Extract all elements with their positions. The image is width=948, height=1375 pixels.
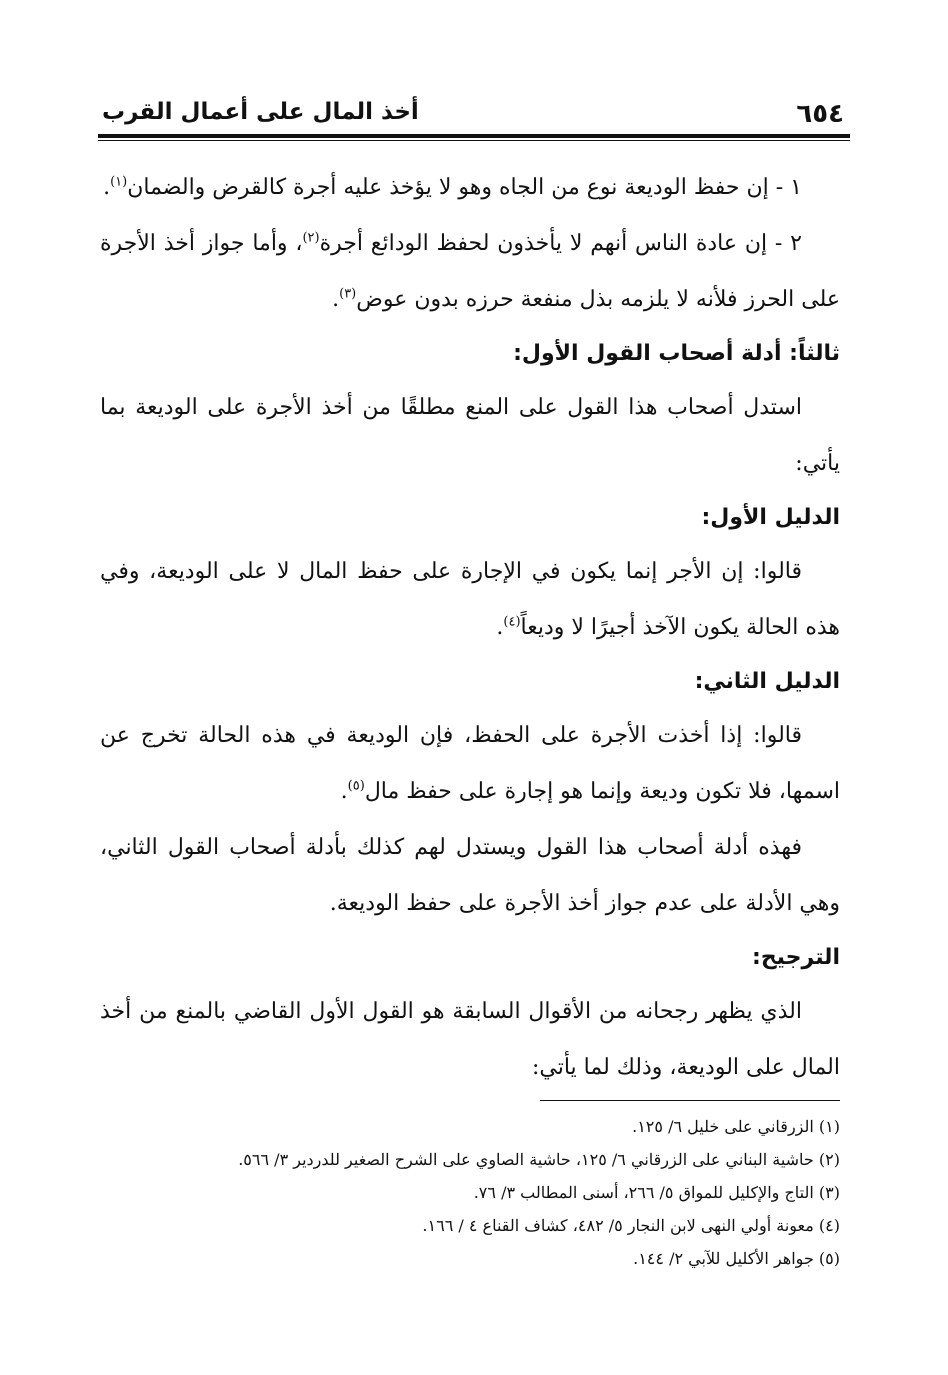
footnotes <box>120 1110 840 1275</box>
paragraph-first-evidence: قالوا: إن الأجر إنما يكون في الإجارة على حفظ المال لا على الوديعة، وفي هذه الحالة يكون الآخذ أجيرًا لا وديعاً$^{(٤)}$. <box>100 559 840 640</box>
paragraph-second-evidence: قالوا: إذا أخذت الأجرة على الحفظ، فإن الوديعة في هذه الحالة تخرج عن اسمها، فلا تكون وديعة وإنما هو إجارة على حفظ مال$^{(٥)}$. <box>100 723 840 804</box>
body-text <box>100 160 840 1096</box>
footnote-1: (١) الزرقاني على خليل ٦/ ١٢٥. <box>632 1117 840 1136</box>
heading-second-evidence: الدليل الثاني: <box>694 669 840 694</box>
paragraph-point-2: ٢ - إن عادة الناس أنهم لا يأخذون لحفظ الودائع أجرة$^{(٢)}$، وأما جواز أخذ الأجرة على الحرز فلأنه لا يلزمه بذل منفعة حرزه بدون عوض$^{(٣)}$. <box>100 230 840 312</box>
section-heading-evidence: ثالثاً: أدلة أصحاب القول الأول: <box>513 341 840 366</box>
footnote-5: (٥) جواهر الأكليل للآبي ٢/ ١٤٤. <box>633 1249 840 1268</box>
footnote-ref-1: (١) <box>110 174 128 190</box>
page-header <box>98 93 850 133</box>
footnote-3: (٣) التاج والإكليل للمواق ٥/ ٢٦٦، أسنى المطالب ٣/ ٧٦. <box>473 1183 840 1202</box>
footnote-ref-2: (٢) <box>302 230 320 246</box>
footnote-2: (٢) حاشية البناني على الزرقاني ٦/ ١٢٥، حاشية الصاوي على الشرح الصغير للدردير ٣/ ٥٦٦. <box>238 1150 840 1169</box>
paragraph-summary: فهذه أدلة أصحاب هذا القول ويستدل لهم كذلك بأدلة أصحاب القول الثاني، وهي الأدلة على عدم جواز أخذ الأجرة على حفظ الوديعة. <box>100 835 840 916</box>
paragraph-evidence-intro: استدل أصحاب هذا القول على المنع مطلقًا من أخذ الأجرة على الوديعة بما يأتي: <box>100 395 840 476</box>
footnote-separator <box>540 1100 840 1101</box>
header-rule-thin <box>98 140 850 141</box>
paragraph-point-1: ١ - إن حفظ الوديعة نوع من الجاه وهو لا يؤخذ عليه أجرة كالقرض والضمان$^{(١)}$. <box>103 174 802 200</box>
footnote-4: (٤) معونة أولي النهى لابن النجار ٥/ ٤٨٢، كشاف القناع ٤ / ١٦٦. <box>422 1216 840 1235</box>
footnote-ref-3: (٣) <box>339 286 357 302</box>
heading-preference: الترجيح: <box>752 945 840 970</box>
running-title: أخذ المال على أعمال القرب <box>102 99 419 125</box>
page-number: ٦٥٤ <box>796 99 844 129</box>
heading-first-evidence: الدليل الأول: <box>701 505 840 530</box>
header-rule-thick <box>98 134 850 138</box>
footnote-ref-4: (٤) <box>503 614 521 630</box>
footnote-ref-5: (٥) <box>347 778 365 794</box>
paragraph-preference: الذي يظهر رجحانه من الأقوال السابقة هو القول الأول القاضي بالمنع من أخذ المال على الوديعة، وذلك لما يأتي: <box>100 999 840 1080</box>
